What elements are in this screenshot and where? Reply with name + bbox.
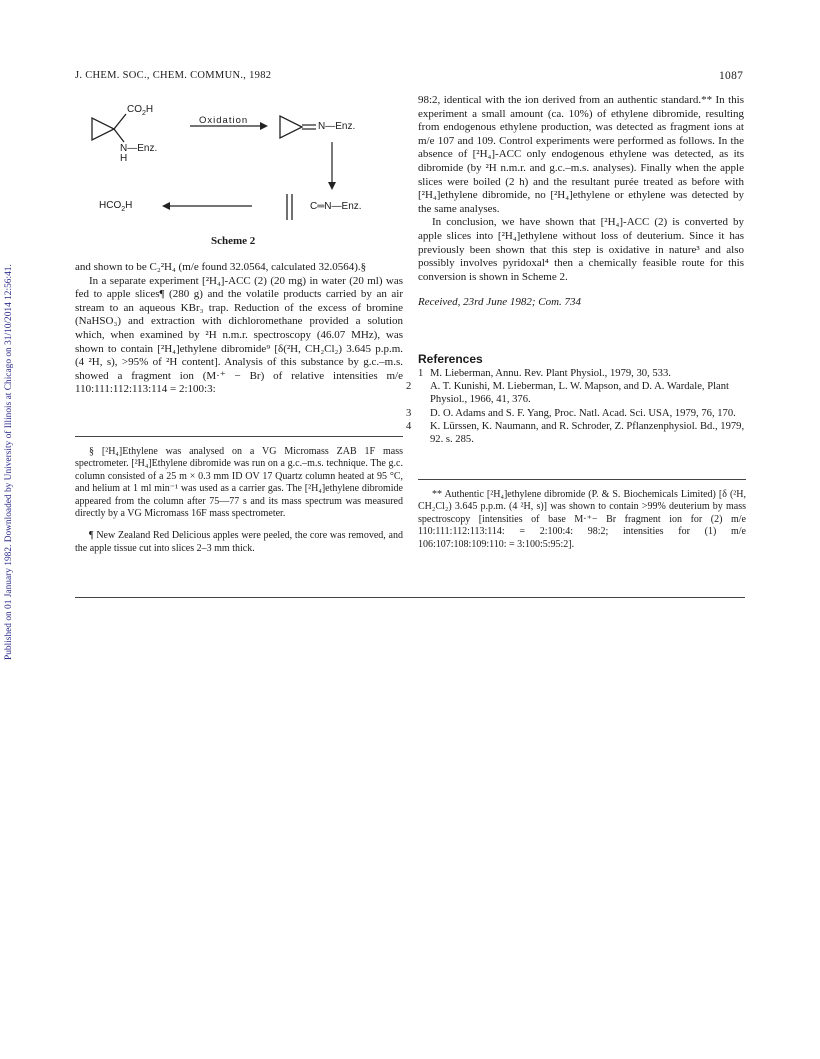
right-footnote	[418, 489, 746, 551]
footnote-rule-left	[75, 436, 403, 437]
reference-text: A. T. Kunishi, M. Lieberman, L. W. Mapson, and D. A. Wardale, Plant Physiol., 1966, 41, 376.	[430, 381, 729, 406]
co2h-a: CO	[127, 104, 142, 115]
page-bottom-rule	[75, 597, 745, 598]
right-column	[418, 94, 744, 310]
right-paragraph-1: 98:2, identical with the ion derived from an authentic standard.** In this experiment a small amount (ca. 10%) of ethylene dibromide, resulting from endogenous ethylene production, was detected as fragment ions at m/e 107 and 109. Control experiments were performed as follows. In the absence of [²H₄]-ACC only endogenous ethylene was detected, as its dibromide (by ²H n.m.r. and g.c.–m.s. analyses). Finally when the apple slices were boiled (2 h) and the resultant purée treated as before with [²H₄]ethylene dibromide, no [²H₄]ethylene or ethylene was detected by the same analyses.	[418, 94, 744, 215]
co2h-sub: 2	[142, 110, 146, 117]
reference-item	[406, 420, 748, 446]
cn-enz-label: C═N—Enz.	[310, 201, 362, 212]
left-paragraph-2: In a separate experiment [²H₄]-ACC (2) (20 mg) in water (20 ml) was fed to apple slices¶ (280 g) and the volatile products carried by an air stream to an aqueous KBr₃ trap. Reduction of the excess of bromine (NaHSO₃) and extraction with dichloromethane provided a solution which, when examined by ²H n.m.r. spectroscopy (46.07 MHz), was shown to contain [²H₄]ethylene dibromide⁹ [δ(²H, CH₂Cl₂) 3.645 p.p.m. (4 ²H, s), >95% of ²H content]. Analysis of this substance by g.c.–m.s. showed a fragment ion (M·⁺ − Br) of relative intensities m/e 110:111:112:113:114 = 2:100:3:	[75, 274, 403, 396]
reference-item	[406, 407, 748, 420]
reference-number: 4	[406, 420, 412, 432]
download-notice-text: Published on 01 January 1982. Downloaded by University of Illinois at Chicago on 31/10/2014 12:56:41.	[4, 264, 14, 660]
scheme-caption: Scheme 2	[211, 235, 256, 247]
cyclopropane-ring-2	[280, 116, 302, 138]
n-enz-label: N—Enz.	[120, 143, 158, 154]
footnote-pilcrow: ¶ New Zealand Red Delicious apples were peeled, the core was removed, and the apple tissue cut into slices 2–3 mm thick.	[75, 530, 403, 554]
reference-text: K. Lürssen, K. Naumann, and R. Schroder, Z. Pflanzenphysiol. Bd., 1979, 92. s. 285.	[430, 420, 745, 446]
footnote-double-star: ** Authentic [²H₄]ethylene dibromide (P. & S. Biochemicals Limited) [δ (²H, CH₂Cl₂) 3.645 p.p.m. (4 ²H, s)] was shown to contain >99% deuterium by mass spectroscopy [intensities of base M·⁺− Br fragment ion for (2) m/e 110:111:112:113:114: = 2:100:4: 98:2; intensities for (1) m/e 106:107:108:109:110: = 3:100:5:95:2].	[418, 489, 746, 550]
co2h-label	[127, 104, 153, 115]
left-paragraph-1: and shown to be C₂²H₄ (m/e found 32.0564, calculated 32.0564).§	[75, 261, 367, 273]
cyclopropane-ring-1	[92, 118, 114, 140]
references-heading: References	[418, 352, 483, 366]
left-column	[75, 261, 403, 397]
left-footnotes	[75, 446, 403, 555]
reference-text: D. O. Adams and S. F. Yang, Proc. Natl. Acad. Sci. USA, 1979, 76, 170.	[430, 407, 736, 419]
reference-item	[418, 367, 748, 380]
hco2h-a: HCO	[99, 200, 122, 211]
footnote-rule-right	[418, 479, 746, 480]
reference-item	[406, 380, 748, 406]
right-paragraph-2: In conclusion, we have shown that [²H₄]-ACC (2) is converted by apple slices into [²H₄]ethylene without loss of deuterium. Since it has previously been shown that this step is oxidative in nature³ and also possibly involves pyridoxal⁴ then a chemically feasible route for this conversion is shown in Scheme 2.	[418, 216, 744, 283]
references-list	[406, 367, 748, 446]
imine-label: N—Enz.	[318, 121, 356, 132]
h-label: H	[120, 153, 128, 164]
received-line: Received, 23rd June 1982; Com. 734	[418, 296, 582, 309]
reference-text: M. Lieberman, Annu. Rev. Plant Physiol., 1979, 30, 533.	[430, 368, 671, 379]
page-number: 1087	[719, 70, 744, 82]
journal-header: J. CHEM. SOC., CHEM. COMMUN., 1982	[75, 70, 272, 81]
co2h-c: H	[145, 104, 154, 115]
reference-number: 1	[418, 368, 424, 379]
reference-number: 3	[406, 407, 412, 419]
hco2h-sub: 2	[121, 206, 126, 213]
footnote-section: § [²H₄]Ethylene was analysed on a VG Micromass ZAB 1F mass spectrometer. [²H₄]Ethylene dibromide was run on a g.c.–m.s. technique. The g.c. column consisted of a 25 m × 0.3 mm ID OV 17 Quartz column heated at 95 °C, and helium at 1 ml min⁻¹ was used as a carrier gas. The [²H₄]ethylene dibromide appeared from the column after 75—77 s and its mass spectrum was measured directly by a VG Micromass 16F mass spectrometer.	[75, 446, 403, 520]
hco2h-label	[99, 200, 132, 211]
hco2h-c: H	[125, 200, 133, 211]
reference-number: 2	[406, 381, 412, 393]
oxidation-label: Oxidation	[199, 115, 249, 126]
